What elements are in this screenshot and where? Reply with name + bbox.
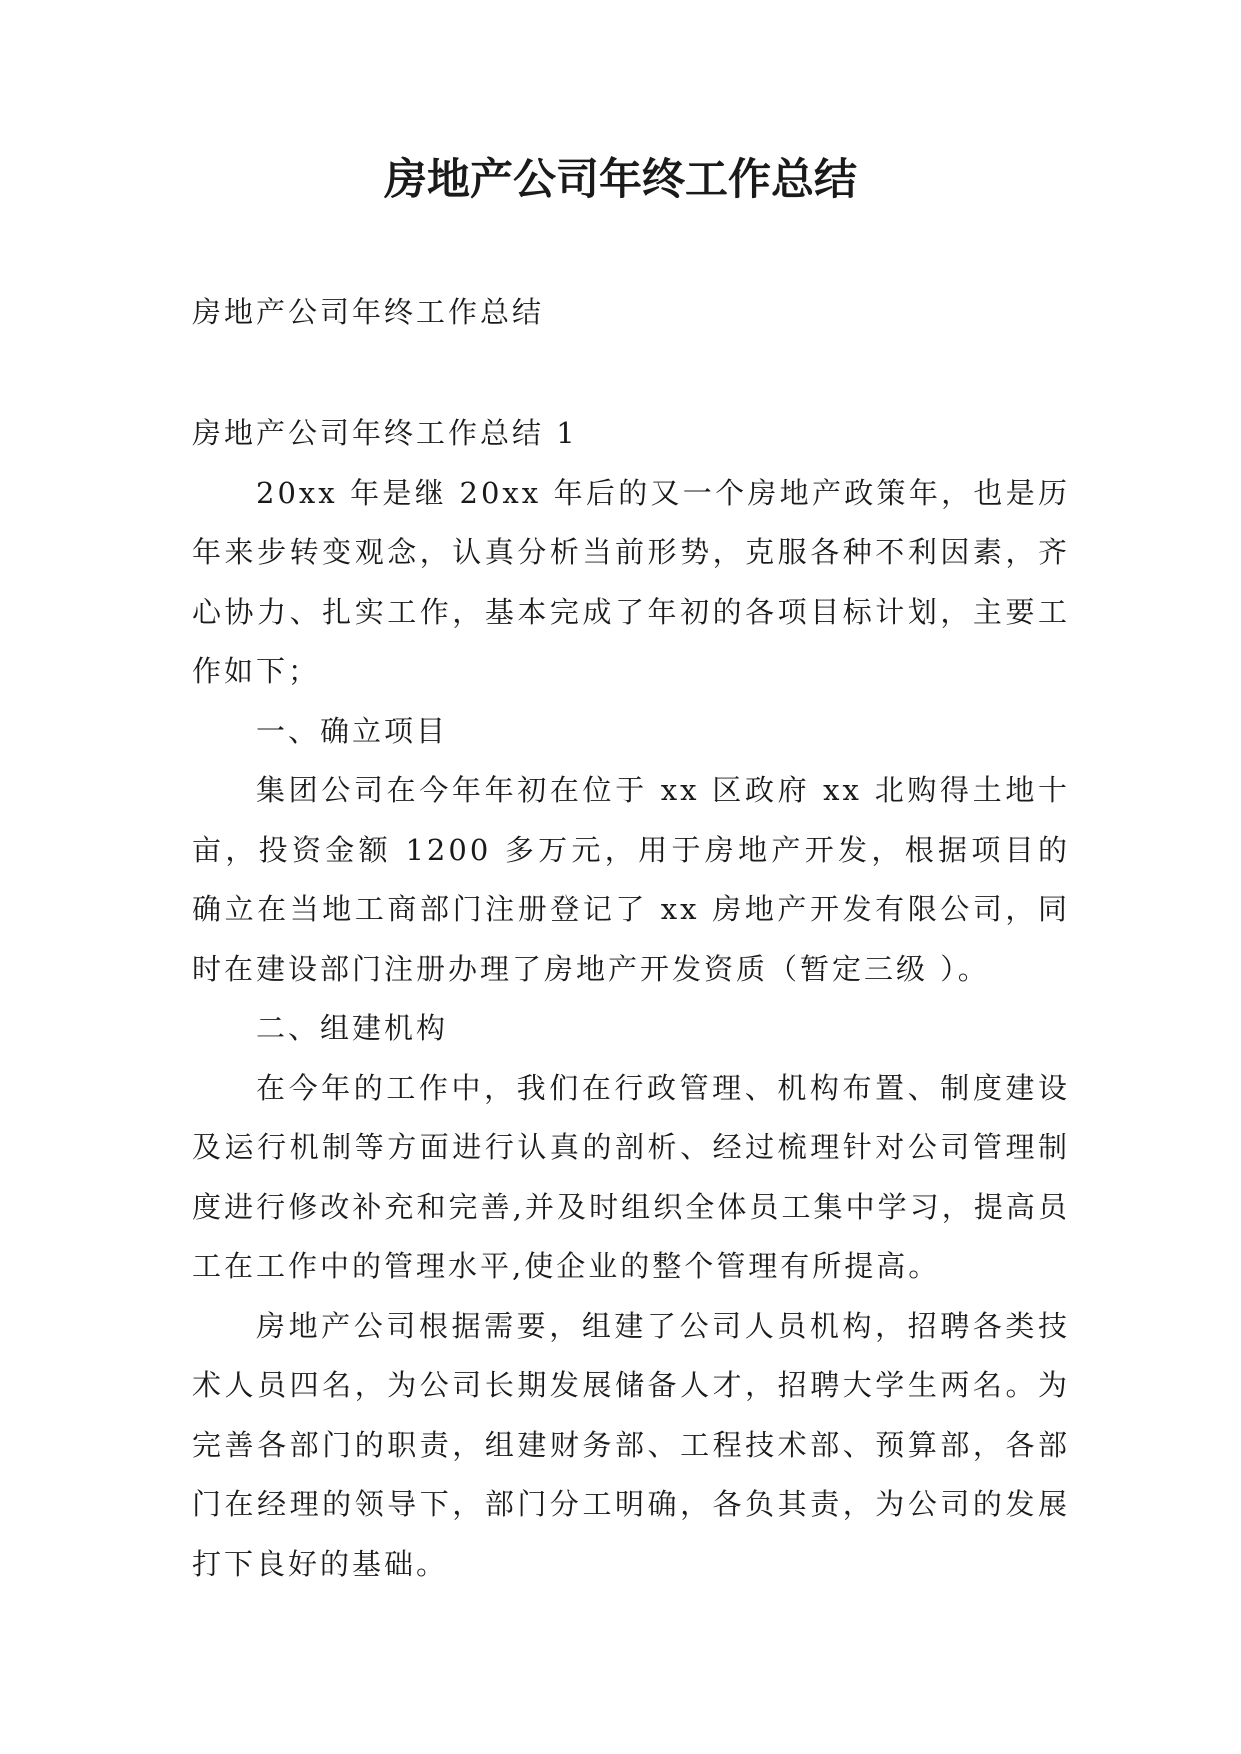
- section-title-organization: 二、组建机构: [256, 1011, 449, 1045]
- document-subtitle: 房地产公司年终工作总结: [192, 295, 545, 329]
- section-heading-1: 房地产公司年终工作总结 1: [192, 416, 578, 450]
- paragraph-staffing: 房地产公司根据需要，组建了公司人员机构，招聘各类技术人员四名，为公司长期发展储备人才，招聘大学生两名。为完善各部门的职责，组建财务部、工程技术部、预算部，各部门在经理的领导下，部门分工明确，各负其责，为公司的发展打下良好的基础。: [192, 1308, 1070, 1581]
- paragraph-intro: 20xx 年是继 20xx 年后的又一个房地产政策年，也是历年来步转变观念，认真分析当前形势，克服各种不利因素，齐心协力、扎实工作，基本完成了年初的各项目标计划，主要工作如下；: [192, 475, 1070, 688]
- section-title-project: 一、确立项目: [256, 713, 449, 748]
- paragraph-project: 集团公司在今年年初在位于 xx 区政府 xx 北购得土地十亩，投资金额 1200 多万元，用于房地产开发，根据项目的确立在当地工商部门注册登记了 xx 房地产开发有限公司，同时在建设部门注册办理了房地产开发资质（暂定三级 ）。: [192, 773, 1070, 986]
- paragraph-management: 在今年的工作中，我们在行政管理、机构布置、制度建设及运行机制等方面进行认真的剖析、经过梳理针对公司管理制度进行修改补充和完善,并及时组织全体员工集中学习，提高员工在工作中的管理水平,使企业的整个管理有所提高。: [192, 1070, 1070, 1283]
- document-body: [192, 404, 1070, 1594]
- document-title: 房地产公司年终工作总结: [384, 155, 857, 205]
